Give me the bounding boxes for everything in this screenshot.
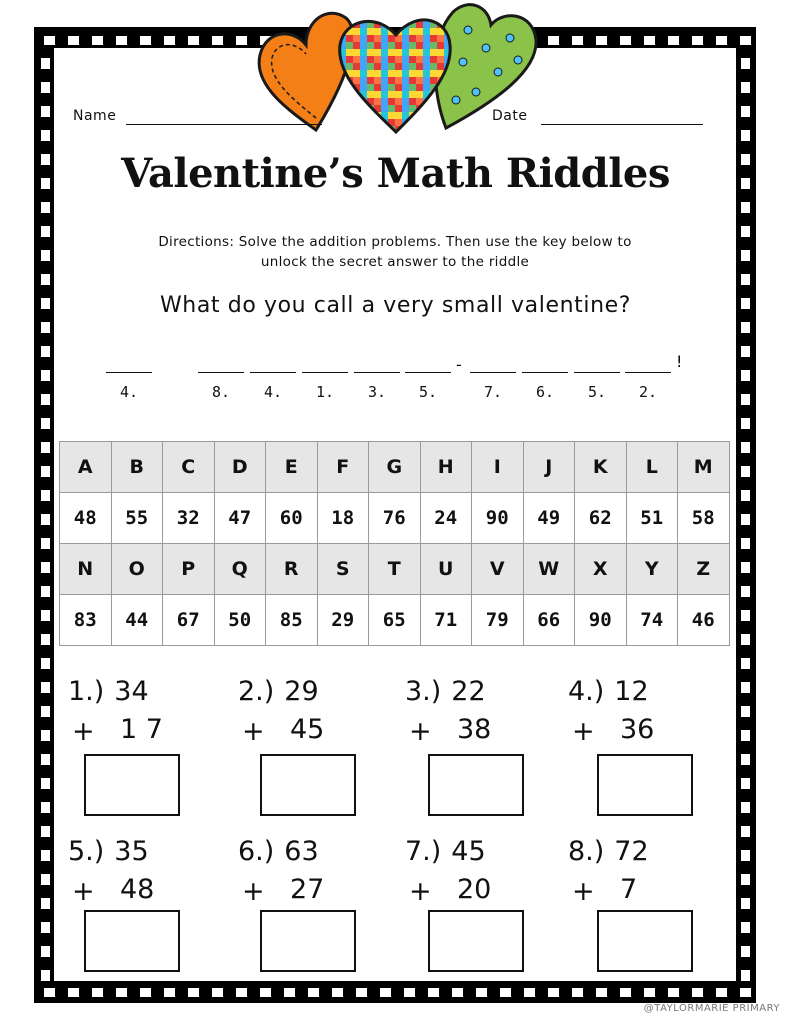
border-square [548, 988, 559, 997]
border-square [41, 58, 50, 69]
border-square [404, 988, 415, 997]
directions-line: Directions: Solve the addition problems. Then use the key below to [158, 234, 632, 250]
answer-blank-number: 7. [483, 383, 503, 401]
answer-box[interactable] [260, 754, 356, 816]
page-title: Valentine’s Math Riddles [121, 150, 670, 197]
problem-number: 3.) [405, 676, 442, 707]
key-letter: X [575, 544, 627, 595]
key-letter: O [111, 544, 163, 595]
key-value: 71 [420, 595, 472, 646]
key-letter: D [214, 442, 266, 493]
border-square [41, 130, 50, 141]
plus-sign: + [409, 716, 432, 747]
key-letter: C [163, 442, 215, 493]
border-square [308, 988, 319, 997]
border-square [41, 490, 50, 501]
key-value: 58 [678, 493, 730, 544]
border-square [476, 988, 487, 997]
key-letter: U [420, 544, 472, 595]
border-square [741, 634, 750, 645]
border-square [741, 274, 750, 285]
problem-addend-a: 72 [614, 836, 649, 867]
border-square [741, 466, 750, 477]
problem-addend-b: 36 [620, 714, 655, 745]
key-letter: A [60, 442, 112, 493]
problem-first-line [68, 676, 149, 707]
border-square [741, 202, 750, 213]
key-letter: I [472, 442, 524, 493]
key-value: 55 [111, 493, 163, 544]
border-square [260, 988, 271, 997]
mosaic-heart-icon [340, 20, 451, 132]
key-value: 67 [163, 595, 215, 646]
answer-blank-number: 3. [367, 383, 387, 401]
answer-blank-number: 4. [119, 383, 139, 401]
border-square [41, 346, 50, 357]
key-letter: E [266, 442, 318, 493]
answer-blank[interactable] [522, 372, 568, 373]
letter-key-table [59, 441, 730, 646]
border-square [741, 562, 750, 573]
border-square [716, 988, 727, 997]
border-square [741, 130, 750, 141]
border-square [741, 754, 750, 765]
date-field[interactable] [541, 124, 703, 125]
key-value: 79 [472, 595, 524, 646]
key-letter: V [472, 544, 524, 595]
key-letter: L [626, 442, 678, 493]
border-square [741, 730, 750, 741]
border-square [741, 658, 750, 669]
border-square [236, 988, 247, 997]
border-square [41, 682, 50, 693]
border-square [41, 874, 50, 885]
problem-addend-b: 45 [290, 714, 325, 745]
border-square [212, 36, 223, 45]
border-square [356, 988, 367, 997]
border-square [620, 36, 631, 45]
border-square [140, 988, 151, 997]
border-square [44, 36, 55, 45]
key-letter: B [111, 442, 163, 493]
problem-first-line [238, 836, 319, 867]
border-square [741, 970, 750, 981]
key-value: 29 [317, 595, 369, 646]
border-square [452, 988, 463, 997]
problem-number: 8.) [568, 836, 605, 867]
key-letter: Y [626, 544, 678, 595]
border-square [741, 922, 750, 933]
border-square [116, 988, 127, 997]
border-square [41, 946, 50, 957]
border-square [41, 802, 50, 813]
border-square [41, 442, 50, 453]
border-square [741, 682, 750, 693]
key-value: 51 [626, 493, 678, 544]
key-letter: Q [214, 544, 266, 595]
problem-number: 5.) [68, 836, 105, 867]
border-square [41, 706, 50, 717]
border-square [41, 322, 50, 333]
problem-addend-b: 38 [457, 714, 492, 745]
answer-blank[interactable] [625, 372, 671, 373]
border-square [741, 898, 750, 909]
key-value: 66 [523, 595, 575, 646]
problem-number: 6.) [238, 836, 275, 867]
answer-blank-number: 1. [315, 383, 335, 401]
border-square [41, 778, 50, 789]
problem-addend-a: 63 [284, 836, 319, 867]
border-square [41, 274, 50, 285]
border-square [741, 490, 750, 501]
key-value: 44 [111, 595, 163, 646]
border-square [41, 730, 50, 741]
answer-box[interactable] [428, 754, 524, 816]
border-square [284, 988, 295, 997]
answer-blank[interactable] [198, 372, 244, 373]
border-square [741, 538, 750, 549]
key-value: 24 [420, 493, 472, 544]
border-square [740, 36, 751, 45]
key-value: 60 [266, 493, 318, 544]
answer-blank-number: 6. [535, 383, 555, 401]
border-square [548, 36, 559, 45]
border-square [41, 658, 50, 669]
date-label: Date [492, 108, 528, 124]
problem-number: 7.) [405, 836, 442, 867]
border-square [572, 988, 583, 997]
problem-addend-a: 12 [614, 676, 649, 707]
key-value: 46 [678, 595, 730, 646]
key-letter: G [369, 442, 421, 493]
border-square [41, 370, 50, 381]
plus-sign: + [409, 876, 432, 907]
plus-sign: + [72, 716, 95, 747]
border-square [741, 106, 750, 117]
border-square [92, 36, 103, 45]
border-square [380, 988, 391, 997]
answer-blank[interactable] [250, 372, 296, 373]
border-square [596, 36, 607, 45]
border-square [741, 802, 750, 813]
key-letters-row [60, 544, 730, 595]
answer-box[interactable] [597, 754, 693, 816]
answer-blank-number: 5. [587, 383, 607, 401]
border-square [741, 346, 750, 357]
border-square [741, 610, 750, 621]
border-square [716, 36, 727, 45]
border-square [41, 250, 50, 261]
problem-addend-b: 48 [120, 874, 155, 905]
answer-blank[interactable] [354, 372, 400, 373]
border-square [41, 586, 50, 597]
border-square [741, 394, 750, 405]
key-letter: J [523, 442, 575, 493]
border-square [41, 562, 50, 573]
border-square [692, 36, 703, 45]
border-square [741, 418, 750, 429]
problem-first-line [68, 836, 149, 867]
border-square [741, 778, 750, 789]
border-square [41, 82, 50, 93]
key-value: 85 [266, 595, 318, 646]
answer-box[interactable] [428, 910, 524, 972]
border-square [620, 988, 631, 997]
problem-addend-b: 27 [290, 874, 325, 905]
answer-blank-number: 2. [638, 383, 658, 401]
problem-first-line [568, 676, 649, 707]
border-square [41, 538, 50, 549]
problem-number: 2.) [238, 676, 275, 707]
key-value: 65 [369, 595, 421, 646]
border-square [188, 36, 199, 45]
problem-addend-a: 22 [451, 676, 486, 707]
border-square [41, 826, 50, 837]
border-square [668, 988, 679, 997]
key-letter: K [575, 442, 627, 493]
border-square [92, 988, 103, 997]
border-square [668, 36, 679, 45]
problem-first-line [568, 836, 649, 867]
problem-first-line [238, 676, 319, 707]
key-value: 18 [317, 493, 369, 544]
problem-first-line [405, 836, 486, 867]
key-letter: R [266, 544, 318, 595]
key-letter: Z [678, 544, 730, 595]
problem-addend-a: 45 [451, 836, 486, 867]
border-square [332, 988, 343, 997]
border-square [41, 898, 50, 909]
border-square [41, 202, 50, 213]
answer-blank[interactable] [405, 372, 451, 373]
key-value: 83 [60, 595, 112, 646]
border-square [41, 514, 50, 525]
border-square [41, 634, 50, 645]
border-square [644, 988, 655, 997]
border-square [524, 988, 535, 997]
border-square [572, 36, 583, 45]
directions-line: unlock the secret answer to the riddle [260, 254, 530, 270]
answer-box[interactable] [260, 910, 356, 972]
border-square [41, 922, 50, 933]
answer-hyphen: - [456, 355, 462, 374]
plus-sign: + [572, 716, 595, 747]
border-square [741, 514, 750, 525]
problem-number: 4.) [568, 676, 605, 707]
border-square [741, 706, 750, 717]
border-square [741, 250, 750, 261]
key-letter: S [317, 544, 369, 595]
plus-sign: + [242, 876, 265, 907]
border-square [41, 226, 50, 237]
border-square [741, 946, 750, 957]
border-square [164, 36, 175, 45]
border-square [741, 874, 750, 885]
problem-addend-a: 34 [114, 676, 149, 707]
problem-first-line [405, 676, 486, 707]
border-square [741, 826, 750, 837]
border-square [236, 36, 247, 45]
answer-blank[interactable] [302, 372, 348, 373]
border-square [41, 106, 50, 117]
key-value: 48 [60, 493, 112, 544]
directions [90, 232, 700, 272]
border-square [644, 36, 655, 45]
answer-blank[interactable] [470, 372, 516, 373]
border-square [41, 466, 50, 477]
key-value: 90 [575, 595, 627, 646]
key-value: 76 [369, 493, 421, 544]
key-letters-row [60, 442, 730, 493]
answer-box[interactable] [84, 910, 180, 972]
credit-text: @TAYLORMARIE PRIMARY [643, 1003, 780, 1014]
problem-addend-b: 1 7 [120, 714, 163, 745]
border-square [41, 970, 50, 981]
name-label: Name [73, 108, 117, 124]
key-value: 90 [472, 493, 524, 544]
answer-box[interactable] [84, 754, 180, 816]
key-value: 50 [214, 595, 266, 646]
border-square [188, 988, 199, 997]
border-square [741, 586, 750, 597]
key-value: 49 [523, 493, 575, 544]
border-square [741, 442, 750, 453]
border-square [741, 322, 750, 333]
answer-blank-number: 5. [418, 383, 438, 401]
border-square [164, 988, 175, 997]
answer-box[interactable] [597, 910, 693, 972]
border-square [741, 226, 750, 237]
border-square [140, 36, 151, 45]
border-square [740, 988, 751, 997]
border-square [44, 988, 55, 997]
border-square [68, 36, 79, 45]
problem-addend-a: 35 [114, 836, 149, 867]
answer-blank-number: 4. [263, 383, 283, 401]
key-letter: H [420, 442, 472, 493]
key-values-row [60, 595, 730, 646]
key-letter: M [678, 442, 730, 493]
problem-number: 1.) [68, 676, 105, 707]
problem-addend-b: 20 [457, 874, 492, 905]
key-values-row [60, 493, 730, 544]
answer-blank-number: 8. [211, 383, 231, 401]
border-square [500, 988, 511, 997]
border-square [741, 850, 750, 861]
border-square [212, 988, 223, 997]
key-value: 32 [163, 493, 215, 544]
border-square [741, 370, 750, 381]
problem-addend-b: 7 [620, 874, 638, 905]
key-letter: T [369, 544, 421, 595]
key-letter: F [317, 442, 369, 493]
border-square [741, 58, 750, 69]
border-square [41, 850, 50, 861]
answer-blank[interactable] [574, 372, 620, 373]
answer-blank[interactable] [106, 372, 152, 373]
answer-exclamation: ! [676, 352, 683, 371]
plus-sign: + [572, 876, 595, 907]
border-square [692, 988, 703, 997]
border-square [116, 36, 127, 45]
plus-sign: + [72, 876, 95, 907]
key-value: 74 [626, 595, 678, 646]
border-square [41, 754, 50, 765]
key-letter: W [523, 544, 575, 595]
border-square [41, 610, 50, 621]
border-square [41, 418, 50, 429]
plus-sign: + [242, 716, 265, 747]
problem-addend-a: 29 [284, 676, 319, 707]
border-square [68, 988, 79, 997]
key-letter: P [163, 544, 215, 595]
key-value: 62 [575, 493, 627, 544]
border-square [428, 988, 439, 997]
name-field[interactable] [126, 124, 322, 125]
border-square [741, 82, 750, 93]
riddle-question: What do you call a very small valentine? [159, 293, 632, 318]
key-value: 47 [214, 493, 266, 544]
key-letter: N [60, 544, 112, 595]
border-square [41, 394, 50, 405]
border-square [596, 988, 607, 997]
